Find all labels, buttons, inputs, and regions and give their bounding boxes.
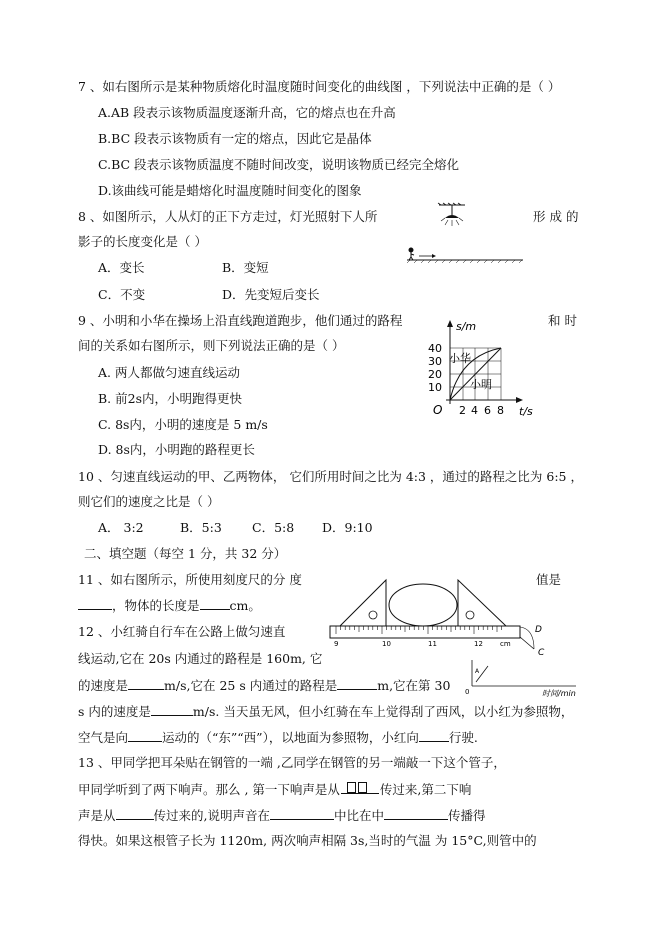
label-xiaoming: 小明: [470, 378, 492, 391]
walk-arrow-head: [432, 254, 436, 258]
q13-line3: [78, 807, 486, 824]
q13-line1: 13 、甲同学把耳朵贴在钢管的一端 ,乙同学在钢管的另一端敲一下这个管子，: [78, 755, 506, 770]
q8-stem-part2: 形 成 的: [533, 209, 579, 224]
light-rays: [441, 218, 463, 226]
q11-stem-part3: ，物体的长度是: [112, 598, 200, 613]
q12-blank-ride-direction[interactable]: [419, 729, 449, 742]
q10-option-a: A． 3:2: [98, 520, 144, 535]
q8-option-a: A．变长: [98, 260, 145, 275]
left-triangle: [340, 580, 386, 626]
q7-option-d: D.该曲线可能是蜡熔化时温度随时间变化的图象: [98, 183, 362, 198]
q11-stem-part2: 值是: [536, 572, 562, 587]
q12-blank-air-direction[interactable]: [128, 729, 162, 742]
x-tick-2: 2: [459, 404, 466, 417]
ruler-body: [330, 626, 520, 638]
q12-line4-part2: m/s. 当天虽无风，但小红骑在车上觉得刮了西风，以小红为参照物，: [192, 704, 574, 719]
q12-line3-part3: m,它在第 30: [377, 678, 451, 693]
right-triangle-hole: [466, 611, 474, 619]
section-2-heading: 二、填空题（每空 1 分，共 32 分）: [84, 546, 287, 561]
q9-stem-part1: 9 、小明和小华在操场上沿直线跑道跑步，他们通过的路程: [78, 313, 403, 328]
q9-option-d: D. 8s内，小明跑的路程更长: [98, 442, 255, 457]
q12-line5-part1: 空气是向: [78, 730, 129, 745]
time-graph-x-label: 时间/min: [542, 689, 576, 698]
y-tick-40: 40: [428, 342, 442, 355]
q7-option-c: C.BC 段表示该物质温度不随时间改变，说明该物质已经完全熔化: [98, 157, 460, 172]
y-axis-label: s/m: [456, 320, 477, 333]
q7-stem: 7 、如右图所示是某种物质熔化时温度随时间变化的曲线图 ，下列说法中正确的是（ ）: [78, 79, 561, 94]
q9-stem-part3: 间的关系如右图所示，则下列说法正确的是（ ）: [78, 338, 345, 353]
person-icon: [409, 248, 414, 260]
q12-line4: [78, 703, 573, 720]
q9-stem-part2: 和 时: [548, 313, 577, 328]
ruler-label-unit: cm: [500, 640, 511, 648]
ruler-label-9: 9: [334, 640, 339, 648]
q12-blank-distance[interactable]: [337, 677, 377, 690]
q10-option-c: C．5:8: [252, 520, 295, 535]
corner-arc: [520, 627, 534, 649]
q8-stem-part3: 影子的长度变化是（ ）: [78, 234, 207, 249]
q13-line2: [78, 781, 471, 798]
q11-line2: [78, 597, 261, 614]
x-tick-8: 8: [497, 404, 504, 417]
q8-option-d: D．先变短后变长: [222, 287, 320, 302]
ruler-label-12: 12: [474, 640, 483, 648]
q12-line4-part1: s 内的速度是: [78, 704, 151, 719]
q13-line3-part1: 声是从: [78, 808, 116, 823]
ruler-label-11: 11: [428, 640, 437, 648]
q12-line5: [78, 729, 478, 746]
ruler-figure: [328, 577, 553, 659]
q12-line2: 线运动,它在 20s 内通过的路程是 160m, 它: [78, 651, 323, 666]
q13-line2-part1: 甲同学听到了两下响声。那么 , 第一下响声是从: [78, 782, 340, 797]
lamp-figure: [405, 203, 525, 273]
corner-line: [520, 637, 534, 649]
q13-blank-first-sound[interactable]: [341, 781, 379, 794]
q13-line3-part3: 中比在中: [334, 808, 385, 823]
q8-stem-part1: 8 、如图所示，人从灯的正下方走过，灯光照射下人所: [78, 209, 378, 224]
left-triangle-hole: [369, 611, 377, 619]
corner-label-d: D: [535, 625, 542, 635]
q10-stem-part1: 10 、匀速直线运动的甲、乙两物体， 它们所用时间之比为 4:3 ，通过的路程之比为 6:5 ，: [78, 469, 583, 484]
time-graph-origin: 0: [465, 688, 470, 696]
origin-label: O: [433, 403, 443, 417]
q9-option-b: B. 前2s内，小明跑得更快: [98, 391, 243, 406]
right-triangle: [458, 580, 506, 626]
y-tick-30: 30: [428, 355, 442, 368]
q8-option-b: B．变短: [222, 260, 269, 275]
q12-line5-part3: 行驶.: [448, 730, 478, 745]
label-xiaohua: 小华: [449, 352, 471, 365]
q10-option-b: B．5:3: [180, 520, 222, 535]
x-tick-4: 4: [471, 404, 478, 417]
q12-blank-speed[interactable]: [128, 677, 164, 690]
y-axis-arrow: [447, 320, 453, 327]
q12-line1: 12 、小红骑自行车在公路上做匀速直: [78, 624, 286, 639]
q12-line3-part2: m/s,它在 25 s 内通过的路程是: [164, 678, 338, 693]
time-graph: [462, 658, 582, 698]
st-graph: [420, 318, 540, 428]
q13-blank-medium-2[interactable]: [384, 807, 448, 820]
placeholder-box-icon: [358, 782, 367, 793]
q8-option-c: C．不变: [98, 287, 146, 302]
q11-unit: cm。: [229, 598, 261, 613]
q13-blank-second-sound[interactable]: [116, 807, 154, 820]
q13-line3-part4: 传播得: [448, 808, 486, 823]
ruler-label-10: 10: [382, 640, 391, 648]
q11-blank-division[interactable]: [78, 597, 112, 610]
q12-line3: [78, 677, 450, 694]
placeholder-box-icon: [347, 782, 356, 793]
q9-option-c: C. 8s内，小明的速度是 5 m/s: [98, 417, 268, 432]
q7-option-b: B.BC 段表示该物质有一定的熔点，因此它是晶体: [98, 131, 372, 146]
q7-option-a: A.AB 段表示该物质温度逐渐升高，它的熔点也在升高: [98, 105, 396, 120]
y-tick-10: 10: [428, 381, 442, 394]
q9-option-a: A. 两人都做匀速直线运动: [98, 365, 240, 380]
q13-line2-part2: 传过来,第二下响: [379, 782, 472, 797]
x-axis-label: t/s: [519, 405, 533, 418]
q12-blank-speed-30s[interactable]: [151, 703, 193, 716]
q13-line3-part2: 传过来的,说明声音在: [153, 808, 270, 823]
lamp-icon: [445, 215, 459, 218]
x-axis-arrow: [516, 397, 523, 403]
x-tick-6: 6: [484, 404, 491, 417]
time-graph-label-a: A: [475, 668, 480, 675]
q11-stem-part1: 11 、如右图所示，所使用刻度尺的分 度: [78, 572, 302, 587]
q12-line3-part1: 的速度是: [78, 678, 129, 693]
q11-blank-length[interactable]: [200, 597, 230, 610]
q10-stem-part2: 则它们的速度之比是（ ）: [78, 494, 220, 509]
q10-option-d: D．9:10: [322, 520, 373, 535]
measured-object: [389, 584, 457, 626]
q13-line4: 得快。如果这根管子长为 1120m, 两次响声相隔 3s,当时的气温 为 15°C,则管中的: [78, 833, 537, 848]
q13-blank-medium-1[interactable]: [270, 807, 334, 820]
corner-label-c: C: [538, 648, 545, 658]
q12-line5-part2: 运动的（“东”“西”），以地面为参照物，小红向: [162, 730, 419, 745]
y-tick-20: 20: [428, 368, 442, 381]
